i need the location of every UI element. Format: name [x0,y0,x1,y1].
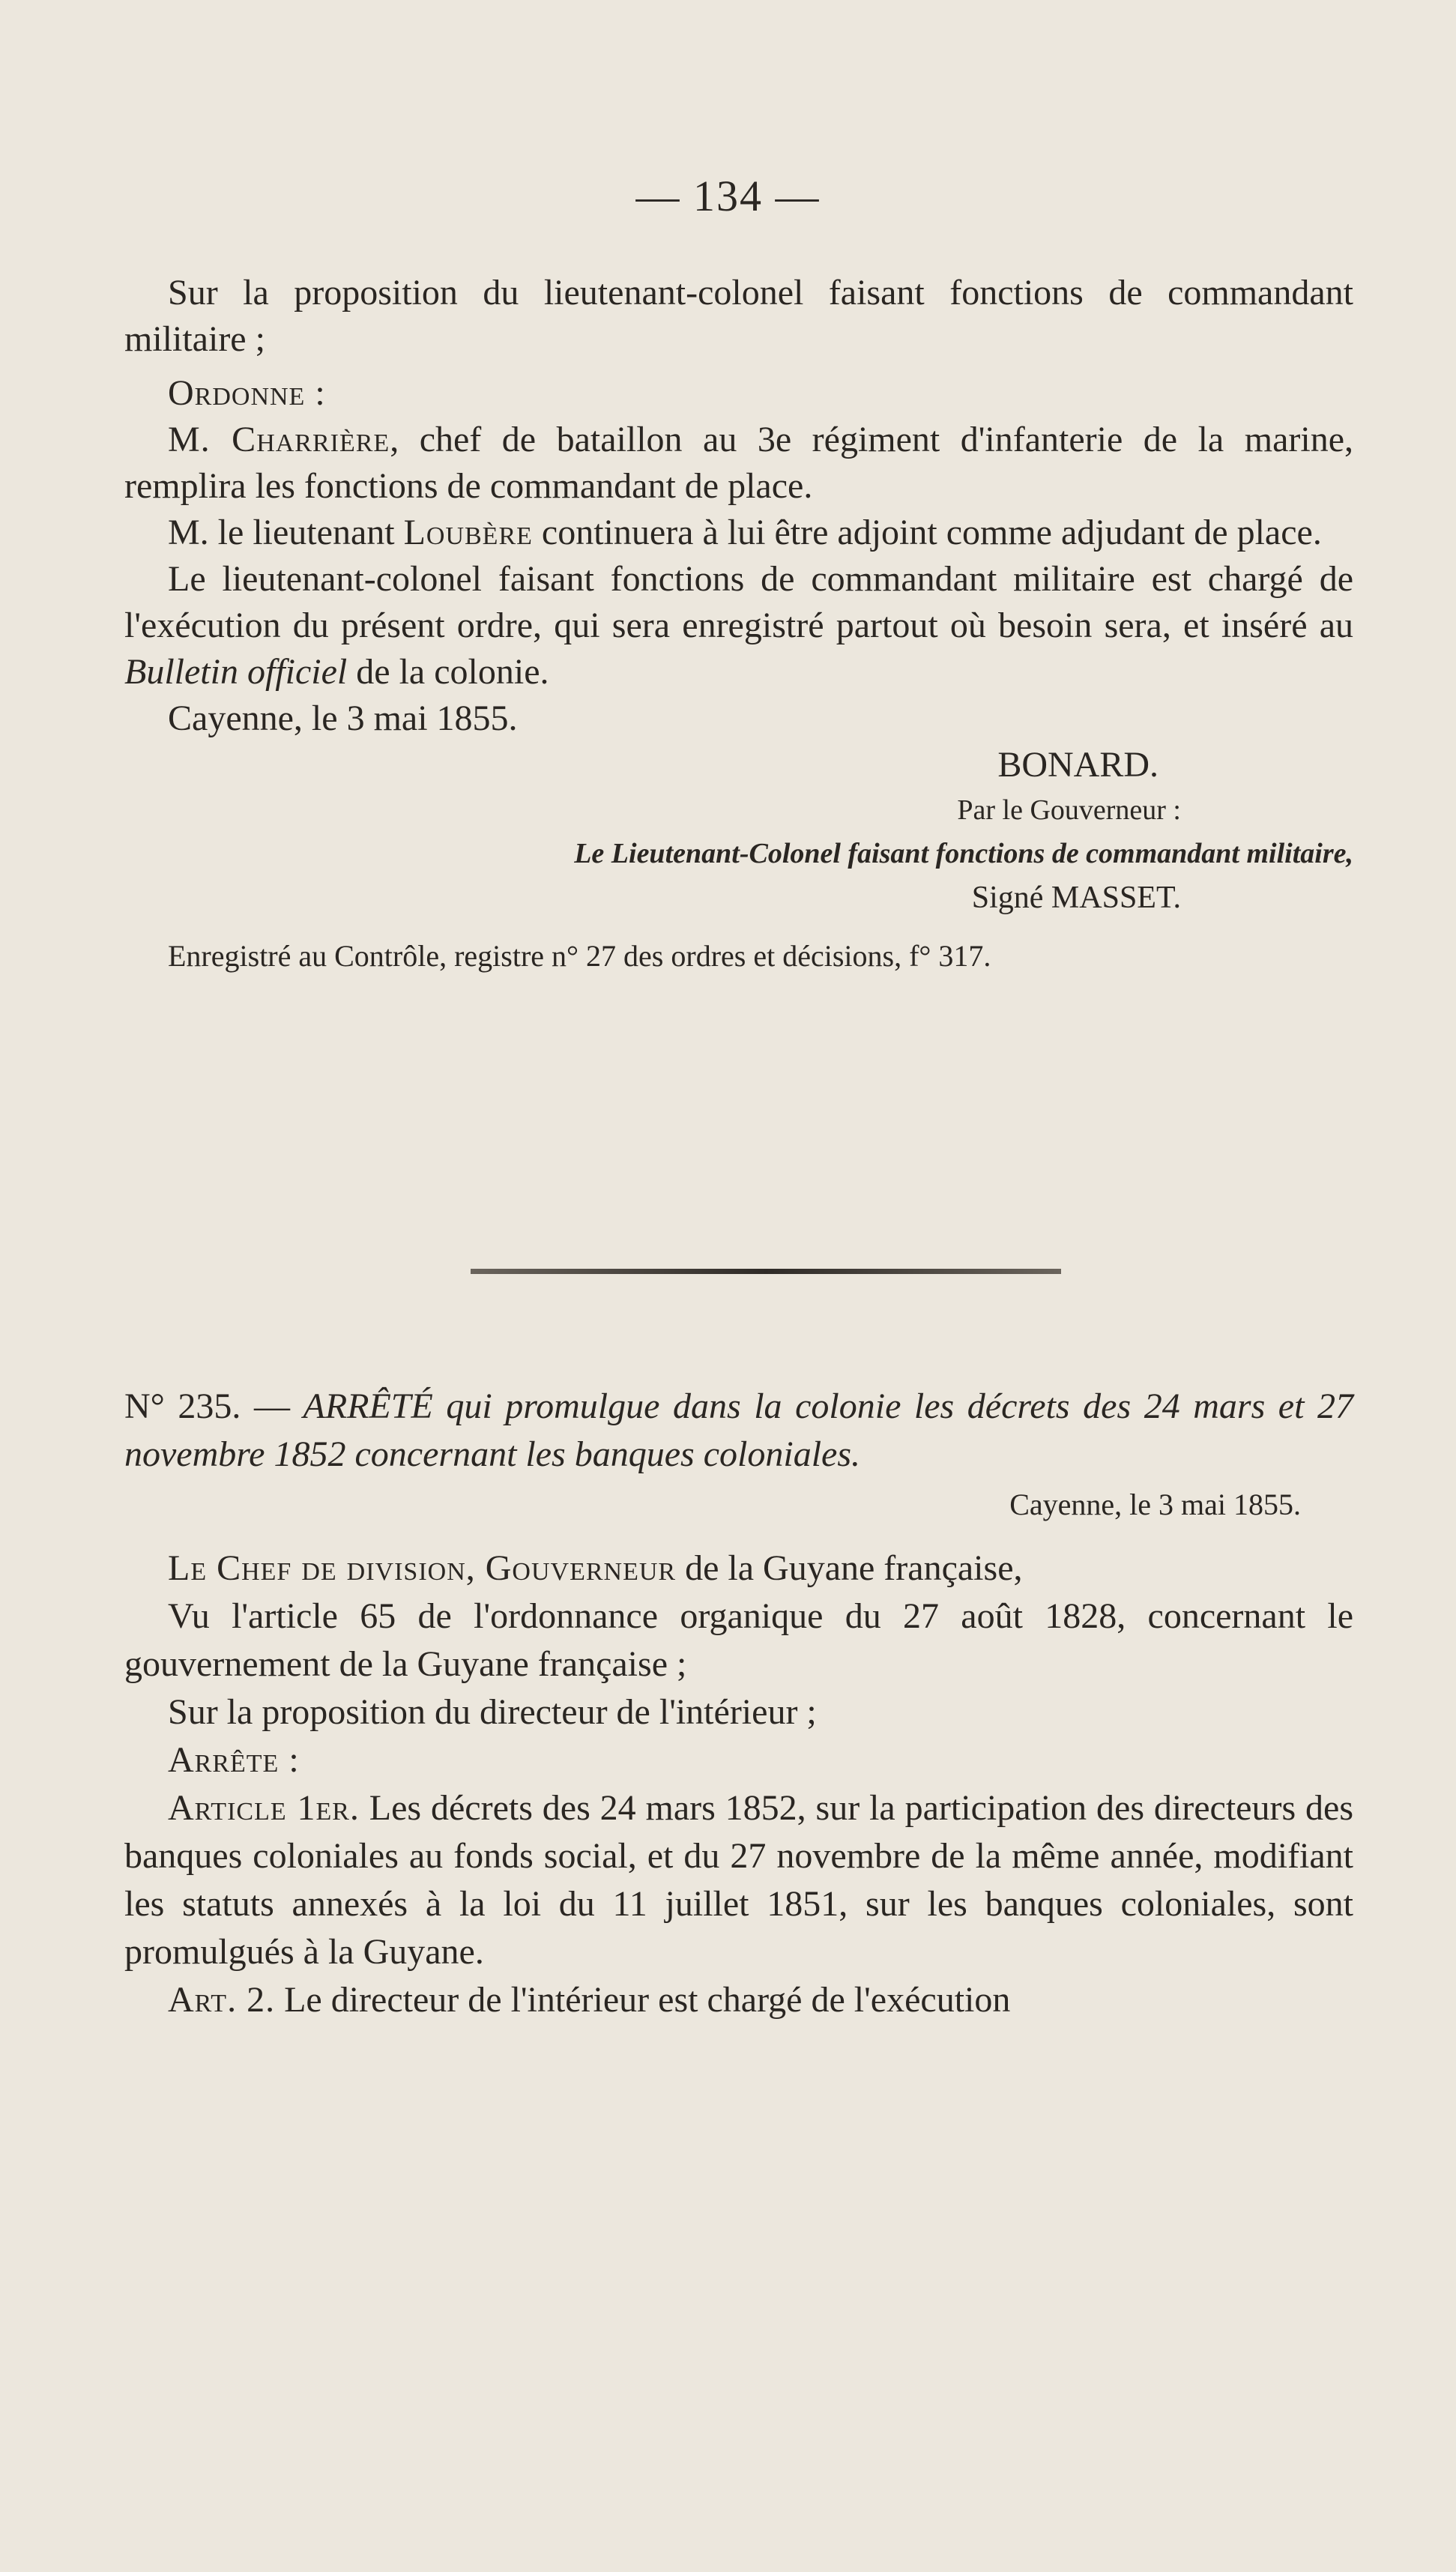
arrete-number: N° 235. [124,1386,241,1426]
signature-bonard: BONARD. [997,745,1159,785]
par-le-gouverneur: Par le Gouverneur : [957,794,1181,826]
governor-paragraph [124,1545,1353,1593]
article-2-text: Le directeur de l'intérieur est chargé de l'exécution [275,1980,1011,2020]
execution-paragraph [124,556,1353,695]
vu-paragraph: Vu l'article 65 de l'ordonnance organique du 27 août 1828, concernant le gouvernement de la Guyane française ; [124,1596,1353,1684]
arrete-title-caps: ARRÊTÉ [303,1386,433,1426]
charriere-text: , chef de bataillon au 3e régiment d'infanterie de la marine, remplira les fonctions de commandant de place. [124,420,1354,506]
governor-title: Le Chef de division, Gouverneur [168,1548,677,1588]
heading-dash: — [241,1386,303,1426]
arrete-label: Arrête : [168,1740,300,1780]
ordonne-heading: Ordonne : [168,373,326,413]
signatory-caption: Le Lieutenant-Colonel faisant fonctions de commandant militaire, [574,838,1353,869]
charriere-name: M. Charrière [168,420,390,459]
article-1 [124,1784,1353,1976]
arrete-title: qui promulgue dans la colonie les décrets des 24 mars et 27 novembre 1852 concernant les banques coloniales. [124,1386,1353,1474]
signature-masset: Signé MASSET. [971,881,1181,915]
execution-end: de la colonie. [347,652,549,692]
arrete-section [124,1383,1353,2024]
section-divider [471,1269,1061,1274]
article-1-text: Les décrets des 24 mars 1852, sur la participation des directeurs des banques coloniales au fonds social, et du 27 novembre de la même année, modifiant les statuts annexés à la loi du 11 juillet 1851, sur les banques coloniales, sont promulgués à la Guyane. [124,1788,1354,1972]
dateline-1: Cayenne, le 3 mai 1855. [168,698,518,738]
loubere-prefix: M. le lieutenant [168,513,404,552]
loubere-paragraph [124,510,1353,556]
sur-paragraph: Sur la proposition du directeur de l'intérieur ; [168,1692,817,1732]
bulletin-officiel: Bulletin officiel [124,652,348,692]
governor-text: de la Guyane française, [676,1548,1023,1588]
article-2-label: Art. 2. [168,1980,276,2020]
page-number: — 134 — [635,172,821,220]
article-2 [124,1976,1353,2024]
proposition-paragraph: Sur la proposition du lieutenant-colonel faisant fonctions de commandant militaire ; [124,273,1353,359]
execution-text: Le lieutenant-colonel faisant fonctions de commandant militaire est chargé de l'exécution du présent ordre, qui sera enregistré partout où besoin sera, et inséré au [124,559,1353,645]
charriere-paragraph [124,417,1353,510]
loubere-name: Loubère [403,513,533,552]
dateline-2: Cayenne, le 3 mai 1855. [1009,1488,1301,1521]
article-1-label: Article 1er. [168,1788,360,1828]
loubere-text: continuera à lui être adjoint comme adjudant de place. [532,513,1322,552]
arrete-heading [124,1383,1353,1479]
registration-note: Enregistré au Contrôle, registre n° 27 des ordres et décisions, f° 317. [168,939,991,973]
order-section [124,270,1353,979]
